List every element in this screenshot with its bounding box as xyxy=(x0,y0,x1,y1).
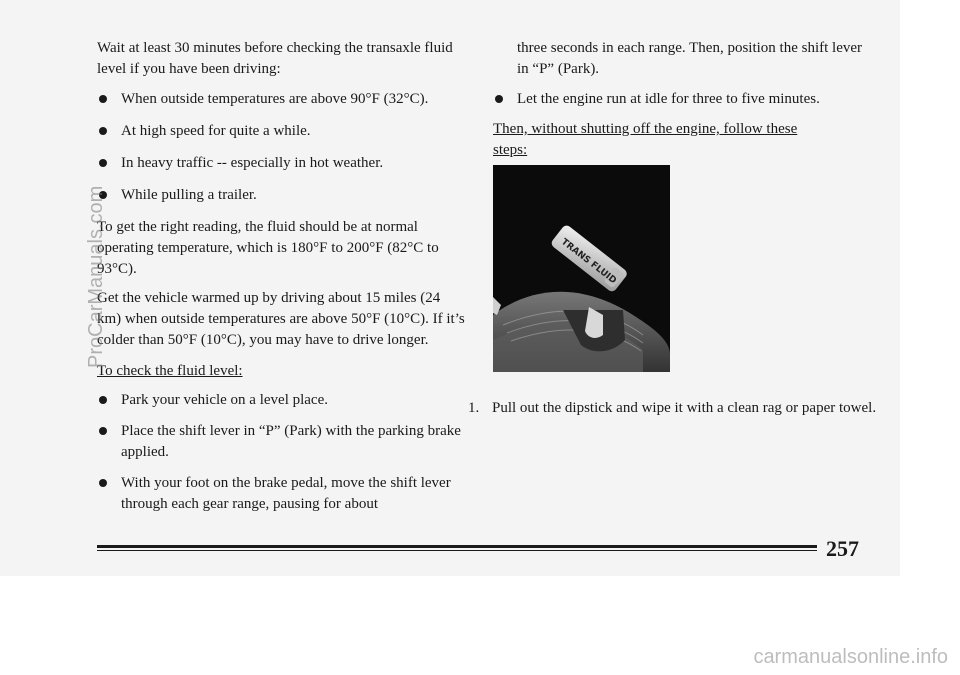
continued-paragraph: three seconds in each range. Then, position the shift lever in “P” (Park). xyxy=(517,40,863,77)
warmup-paragraph: Get the vehicle warmed up by driving about 15 miles (24 km) when outside temperatures are above 50°F (10°C). If it’s colder than 50°F (10°C), you may have to drive longer. xyxy=(97,290,465,348)
numbered-step xyxy=(468,398,892,419)
dipstick-label: TRANS FLUID xyxy=(559,237,618,287)
bullet-icon xyxy=(99,127,107,135)
left-column xyxy=(97,38,467,515)
check-step: Place the shift lever in “P” (Park) with the parking brake applied. xyxy=(97,421,467,463)
bullet-icon xyxy=(99,396,107,404)
condition-bullet: At high speed for quite a while. xyxy=(97,121,467,142)
condition-bullet: When outside temperatures are above 90°F (32°C). xyxy=(97,89,467,110)
bullet-icon xyxy=(99,159,107,167)
check-step: Park your vehicle on a level place. xyxy=(97,390,467,411)
check-heading: To check the fluid level: xyxy=(97,363,243,379)
steps-heading: Then, without shutting off the engine, follow these steps: xyxy=(493,121,798,158)
right-column xyxy=(493,38,863,161)
bullet-icon xyxy=(99,479,107,487)
bullet-icon xyxy=(99,427,107,435)
page-number: 257 xyxy=(826,536,859,561)
check-step: With your foot on the brake pedal, move the shift lever through each gear range, pausing for about xyxy=(97,473,467,515)
condition-bullet: In heavy traffic -- especially in hot weather. xyxy=(97,153,467,174)
idle-step: Let the engine run at idle for three to five minutes. xyxy=(493,89,863,110)
dipstick-photo xyxy=(493,165,670,372)
bottom-watermark: carmanualsonline.info xyxy=(753,646,948,668)
step-number: 1. xyxy=(468,400,480,416)
side-watermark: ProCarManuals.com xyxy=(85,185,107,368)
bullet-icon xyxy=(99,95,107,103)
reading-paragraph: To get the right reading, the fluid should be at normal operating temperature, which is 180°F to 200°F (82°C to 93°C). xyxy=(97,219,439,277)
intro-paragraph: Wait at least 30 minutes before checking the transaxle fluid level if you have been driving: xyxy=(97,40,453,77)
footer-rule-thin xyxy=(97,550,817,551)
dipstick-illustration xyxy=(493,165,670,372)
bullet-icon xyxy=(495,95,503,103)
step-text: Pull out the dipstick and wipe it with a clean rag or paper towel. xyxy=(492,400,877,416)
condition-bullet: While pulling a trailer. xyxy=(97,185,467,206)
footer-rule xyxy=(97,545,817,548)
